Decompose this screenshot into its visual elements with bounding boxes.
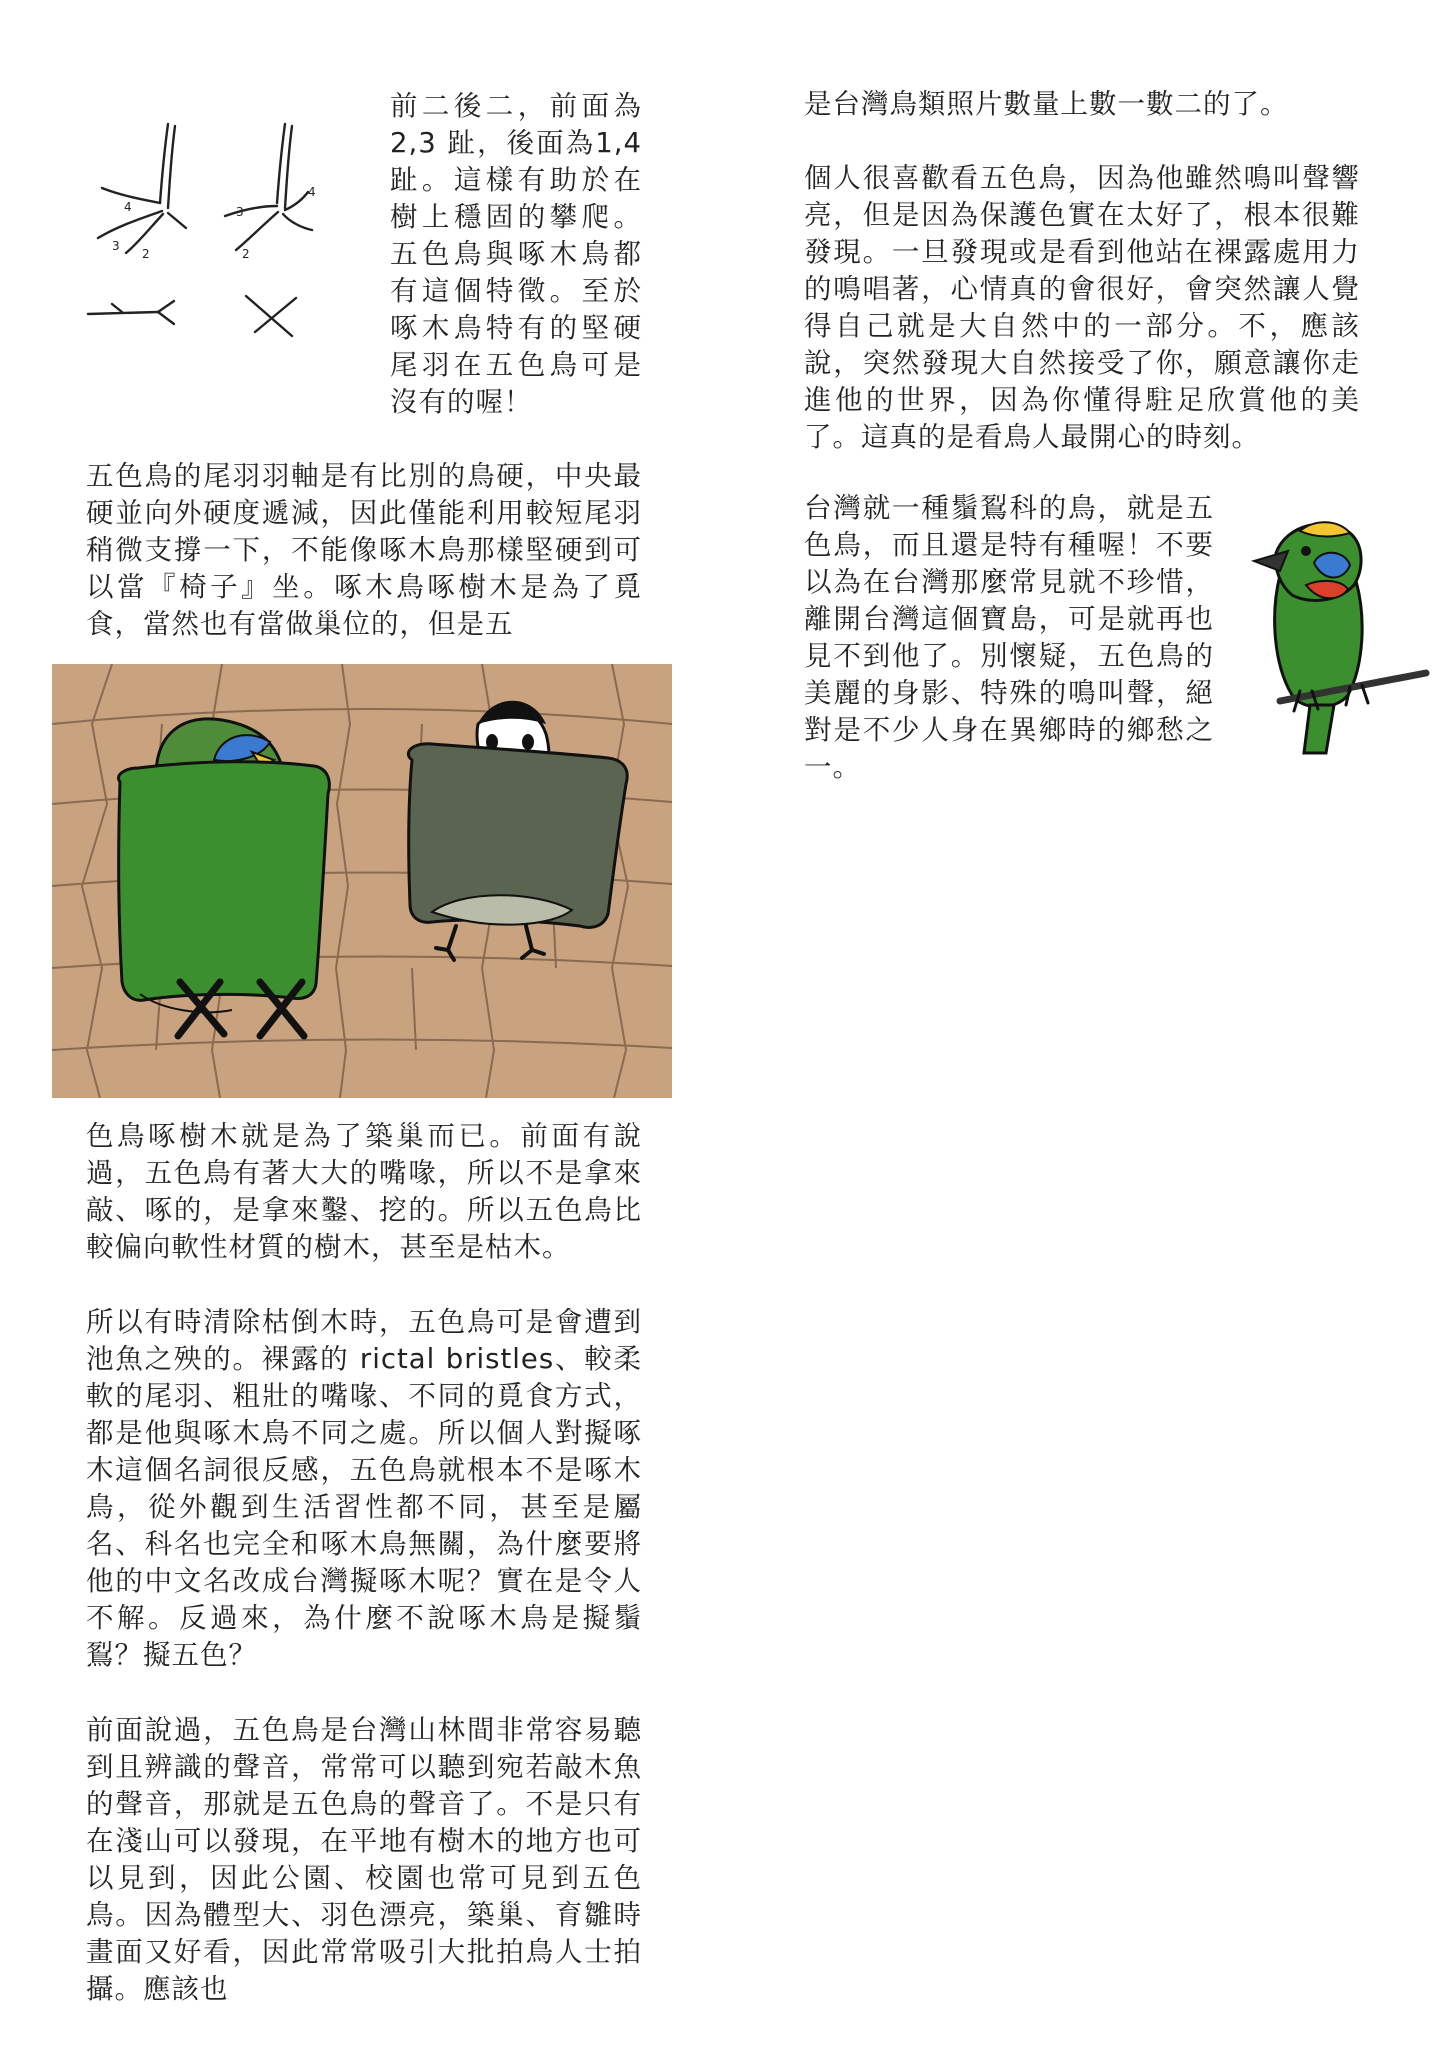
photo-count-paragraph: 是台灣鳥類照片數量上數一數二的了。 [804, 88, 1289, 120]
svg-text:2: 2 [142, 247, 150, 261]
svg-text:3: 3 [112, 239, 120, 253]
tail-feather-paragraph: 五色鳥的尾羽羽軸是有比別的鳥硬，中央最硬並向外硬度遞減，因此僅能利用較短尾羽稍微支撐一下，不能像啄木鳥那樣堅硬到可以當『椅子』坐。啄木鳥啄樹木是為了覓食，當然也有當做巢位的，但是五 [86, 460, 642, 640]
woodpecking-paragraph-cont: 色鳥啄樹木就是為了築巢而已。前面有說過，五色鳥有著大大的嘴喙，所以不是拿來敲、啄的，是拿來鑿、挖的。所以五色鳥比較偏向軟性材質的樹木，甚至是枯木。 [86, 1120, 642, 1263]
birds-on-tree-illustration [52, 664, 672, 1098]
zygodactyl-feet-sketch [50, 118, 350, 338]
endemic-paragraph: 台灣就一種鬚鴷科的鳥，就是五色鳥，而且還是特有種喔！不要以為在台灣那麼常見就不珍惜，離開台灣這個寶島，可是就再也見不到他了。別懷疑，五色鳥的美麗的身影、特殊的鳴叫聲，絕對是不少人身在異鄉時的鄉愁之一。 [804, 492, 1214, 783]
call-paragraph: 前面說過，五色鳥是台灣山林間非常容易聽到且辨識的聲音，常常可以聽到宛若敲木魚的聲音，那就是五色鳥的聲音了。不是只有在淺山可以發現，在平地有樹木的地方也可以見到，因此公園、校園也常可見到五色鳥。因為體型大、羽色漂亮，築巢、育雛時畫面又好看，因此常常吸引大批拍鳥人士拍攝。應該也 [86, 1714, 642, 2005]
naming-paragraph: 所以有時清除枯倒木時，五色鳥可是會遭到池魚之殃的。裸露的 rictal bristles、較柔軟的尾羽、粗壯的嘴喙、不同的覓食方式，都是他與啄木鳥不同之處。所以個人對擬啄木這個名詞很反感，五色鳥就根本不是啄木鳥，從外觀到生活習性都不同，甚至是屬名、科名也完全和啄木鳥無關，為什麼要將他的中文名改成台灣擬啄木呢？實在是令人不解。反過來，為什麼不說啄木鳥是擬鬚鴷？擬五色？ [86, 1306, 642, 1671]
svg-text:4: 4 [308, 185, 316, 199]
enjoy-paragraph: 個人很喜歡看五色鳥，因為他雖然鳴叫聲響亮，但是因為保護色實在太好了，根本很難發現。一旦發現或是看到他站在裸露處用力的鳴唱著，心情真的會很好，會突然讓人覺得自己就是大自然中的一部分。不，應該說，突然發現大自然接受了你，願意讓你走進他的世界，因為你懂得駐足欣賞他的美了。這真的是看鳥人最開心的時刻。 [804, 162, 1360, 453]
svg-text:2: 2 [242, 247, 250, 261]
perched-barbet-illustration [1240, 505, 1430, 765]
svg-text:4: 4 [124, 200, 132, 214]
svg-text:3: 3 [236, 205, 244, 219]
intro-paragraph: 前二後二，前面為 2,3 趾，後面為1,4 趾。這樣有助於在樹上穩固的攀爬。五色鳥與啄木鳥都有這個特徵。至於啄木鳥特有的堅硬尾羽在五色鳥可是沒有的喔！ [390, 90, 642, 418]
